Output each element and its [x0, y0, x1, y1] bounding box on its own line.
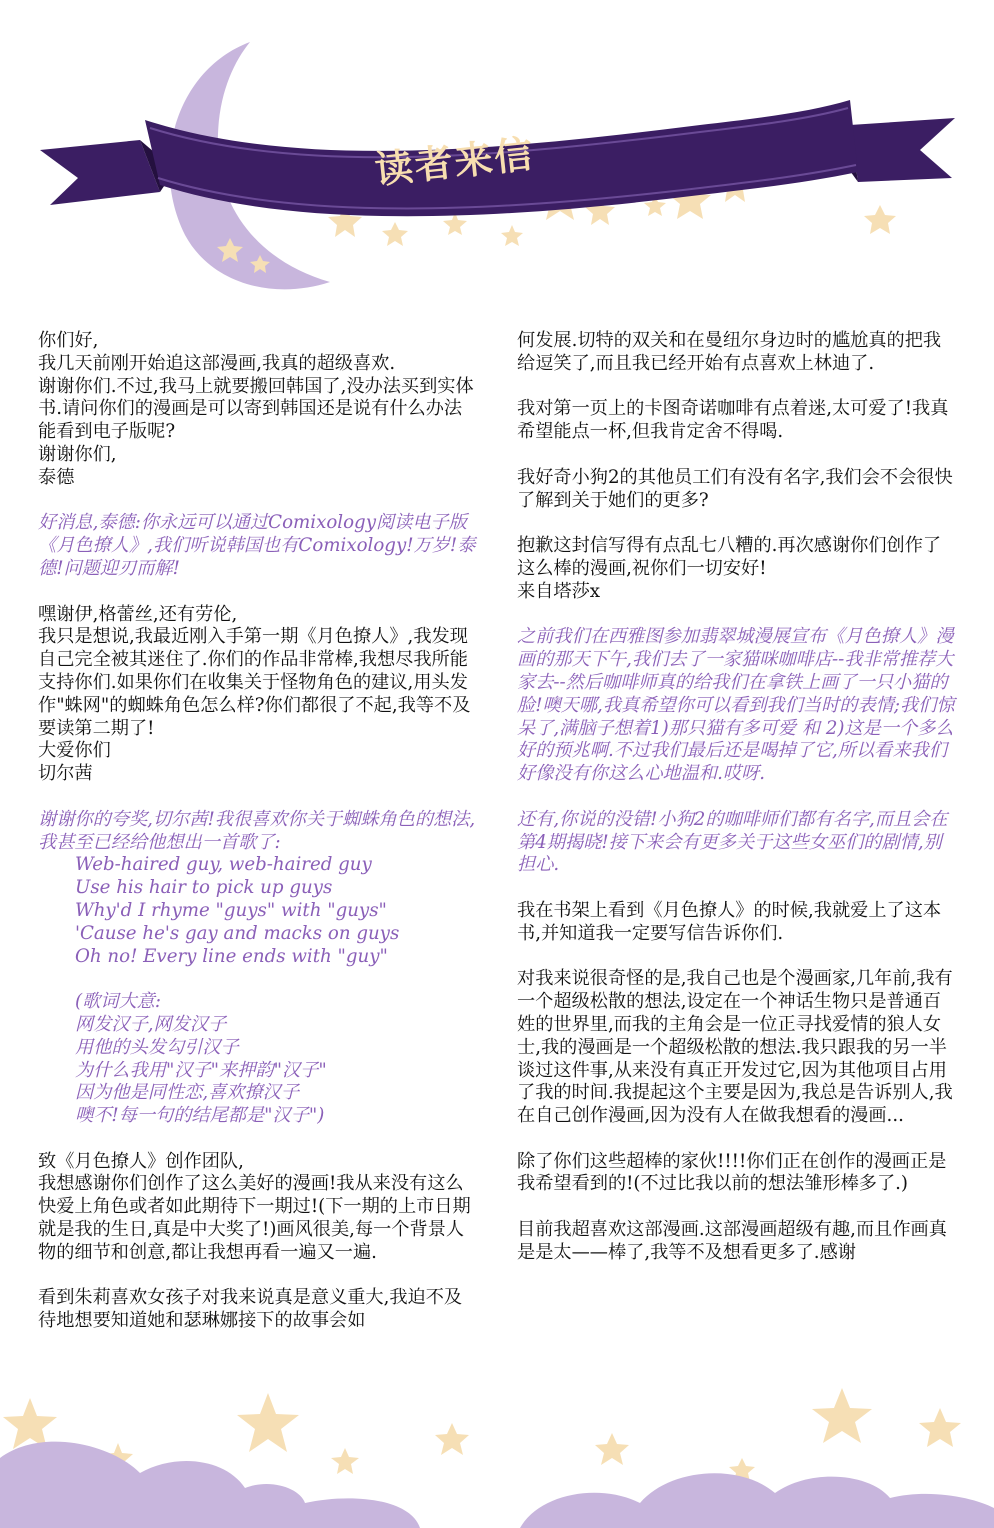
letter: 我好奇小狗2的其他员工们有没有名字,我们会不会很快了解到关于她们的更多?	[517, 466, 953, 511]
letter: 你们好, 我几天前刚开始追这部漫画,我真的超级喜欢. 谢谢你们.不过,我马上就要搬回韩国了,没办法买到实体书.请问你们的漫画是可以寄到韩国还是说有什么办法能看到电子版呢? 谢谢你们, 泰德	[38, 330, 474, 488]
page-title: 读者来信	[372, 131, 537, 193]
letter: 目前我超喜欢这部漫画.这部漫画超级有趣,而且作画真是是太——棒了,我等不及想看更多了.感谢	[517, 1219, 947, 1263]
letter: 抱歉这封信写得有点乱七八糟的.再次感谢你们创作了这么棒的漫画,祝你们一切安好! 来自塔莎x	[517, 535, 942, 602]
letter: 看到朱莉喜欢女孩子对我来说真是意义重大,我迫不及待地想要知道她和瑟琳娜接下的故事会如	[38, 1287, 463, 1332]
letter: 致《月色撩人》创作团队, 我想感谢你们创作了这么美好的漫画!我从来没有这么快爱上角色或者如此期待下一期过!(下一期的上市日期就是我的生日,真是中大奖了!)画风很美,每一个背景人物的细节和创意,都让我想再看一遍又一遍.	[38, 1150, 471, 1263]
letter: 何发展.切特的双关和在曼纽尔身边时的尴尬真的把我给逗笑了,而且我已经开始有点喜欢上林迪了.	[517, 330, 942, 374]
letters-left-column	[38, 330, 478, 1356]
footer-cloud-art	[0, 1388, 994, 1528]
reply: 好消息,泰德:你永远可以通过Comixology阅读电子版《月色撩人》,我们听说韩国也有Comixology!万岁!泰德!问题迎刃而解!	[38, 512, 476, 579]
letter: 除了你们这些超棒的家伙!!!!你们正在创作的漫画正是我希望看到的!(不过比我以前的想法雏形棒多了.)	[517, 1150, 947, 1195]
star-icons	[3, 1388, 961, 1482]
letter: 我在书架上看到《月色撩人》的时候,我就爱上了这本书,并知道我一定要写信告诉你们.	[517, 899, 942, 944]
poem-chinese: (歌词大意: 网发汉子,网发汉子 用他的头发勾引汉子 为什么我用"汉子"来押韵"汉子" 因为他是同性恋,喜欢撩汉子 噢不!每一句的结尾都是"汉子")	[75, 991, 327, 1127]
reply: 还有,你说的没错!小狗2的咖啡师们都有名字,而且会在第4期揭晓!接下来会有更多关于这些女巫们的剧情,别担心.	[517, 808, 948, 876]
letter: 对我来说很奇怪的是,我自己也是个漫画家,几年前,我有一个超级松散的想法,设定在一个神话生物只是普通百姓的世界里,而我的主角会是一位正寻找爱情的狼人女士,我的漫画是一个超级松散的想法.我只跟我的另一半谈过这件事,从来没有真正开发过它,因为其他项目占用了我的时间.我提起这个主要是因为,我总是告诉别人,我在自己创作漫画,因为没有人在做我想看的漫画...	[517, 968, 953, 1127]
reply: 谢谢你的夸奖,切尔茜!我很喜欢你关于蜘蛛角色的想法,我甚至已经给他想出一首歌了:	[38, 808, 476, 853]
header-banner-art	[0, 0, 994, 300]
reply: 之前我们在西雅图参加翡翠城漫展宣布《月色撩人》漫画的那天下午,我们去了一家猫咪咖啡店--我非常推荐大家去--然后咖啡师真的给我们在拿铁上画了一只小猫的脸!噢天哪,我真希望你可以看到我们当时的表情;我们惊呆了,满脑子想着1)那只猫有多可爱 和 2)这是一个多么好的预兆啊.不过我们最后还是喝掉了它,所以看来我们好像没有你这么心地温和.哎呀.	[517, 626, 955, 785]
letter: 我对第一页上的卡图奇诺咖啡有点着迷,太可爱了!我真希望能点一杯,但我肯定舍不得喝.	[517, 398, 949, 443]
poem-english: Web-haired guy, web-haired guy Use his hair to pick up guys Why'd I rhyme "guys" with "guys" 'Cause he's gay and macks on guys Oh no! Every line ends with "guy"	[75, 854, 400, 967]
letter: 嘿谢伊,格蕾丝,还有劳伦, 我只是想说,我最近刚入手第一期《月色撩人》,我发现自己完全被其迷住了.你们的作品非常棒,我想尽我所能支持你们.如果你们在收集关于怪物角色的建议,用头发作"蛛网"的蜘蛛角色怎么样?你们都很了不起,我等不及要读第二期了! 大爱你们 切尔茜	[38, 603, 471, 785]
letters-right-column	[517, 330, 957, 1287]
